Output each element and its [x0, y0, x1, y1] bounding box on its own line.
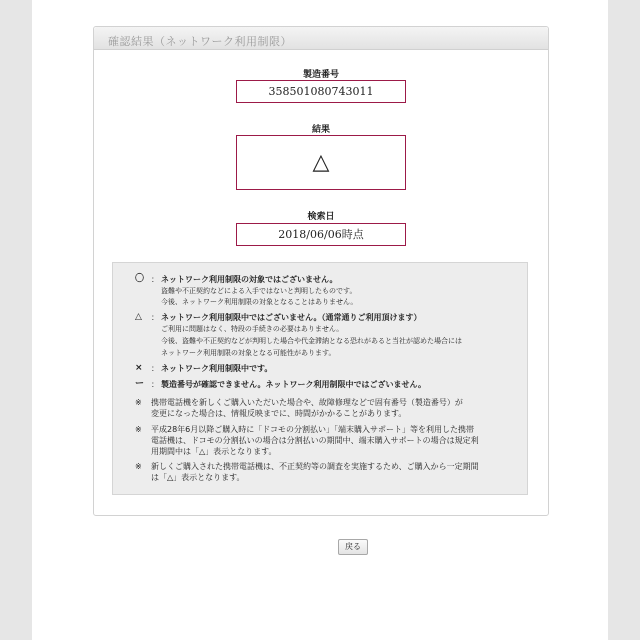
date-value-box: 2018/06/06時点: [236, 223, 406, 246]
cross-main-text: ネットワーク利用制限中です。: [161, 364, 273, 373]
legend-panel: [112, 262, 528, 495]
triangle-main-text: ネットワーク利用制限中ではございません。（通常通りご利用頂けます）: [161, 313, 422, 322]
colon: ：: [151, 364, 159, 373]
note-1-line-1: 携帯電話機を新しくご購入いただいた場合や、故障修理などで固有番号（製造番号）が: [151, 398, 463, 407]
colon: ：: [151, 313, 159, 322]
note-2-line-3: 用期間中は「△」表示となります。: [151, 447, 277, 456]
note-1-line-2: 変更になった場合は、情報反映までに、時間がかかることがあります。: [151, 409, 407, 418]
note-3-line-2: は「△」表示となります。: [151, 473, 245, 482]
note-3-line-1: 新しくご購入された携帯電話機は、不正契約等の調査を実施するため、ご購入から一定期間: [151, 462, 479, 471]
triangle-sub-text-1: ご利用に問題はなく、特段の手続きの必要はありません。: [161, 325, 344, 333]
circle-main-text: ネットワーク利用制限の対象ではございません。: [161, 275, 338, 284]
triangle-sub-text-3: ネットワーク利用制限の対象となる可能性があります。: [161, 349, 336, 357]
note-mark: ※: [135, 398, 142, 407]
circle-sub-text-2: 今後、ネットワーク利用制限の対象となることはありません。: [161, 298, 358, 306]
note-mark: ※: [135, 425, 142, 434]
note-2-line-2: 電話機は、ドコモの分割払いの場合は分割払いの期間中、端末購入サポートの場合は規定利: [151, 436, 479, 445]
date-label: 検索日: [307, 212, 335, 222]
cross-symbol: ×: [135, 363, 143, 373]
result-label: 結果: [311, 125, 330, 135]
page: [32, 0, 608, 640]
card-title: 確認結果（ネットワーク利用制限）: [108, 35, 292, 48]
result-value-box: △: [236, 135, 406, 190]
circle-symbol: 〇: [135, 274, 145, 284]
back-button[interactable]: 戻る: [338, 539, 368, 555]
triangle-sub-text-2: 今後、盗難や不正契約などが判明した場合や代金滞納となる恐れがあると当社が認めた場合には: [161, 337, 462, 345]
triangle-symbol: △: [135, 312, 142, 322]
result-card: [93, 26, 549, 516]
dash-symbol: ー: [135, 379, 145, 389]
note-mark: ※: [135, 462, 142, 471]
dash-main-text: 製造番号が確認できません。ネットワーク利用制限中ではございません。: [161, 380, 426, 389]
circle-sub-text-1: 盗難や不正契約などによる入手ではないと判明したものです。: [161, 287, 357, 295]
serial-value-box: 358501080743011: [236, 80, 406, 103]
colon: ：: [151, 275, 159, 284]
note-2-line-1: 平成28年6月以降ご購入時に「ドコモの分割払い」「端末購入サポート」等を利用した携帯: [151, 425, 474, 434]
serial-label: 製造番号: [302, 70, 339, 80]
colon: ：: [151, 380, 159, 389]
